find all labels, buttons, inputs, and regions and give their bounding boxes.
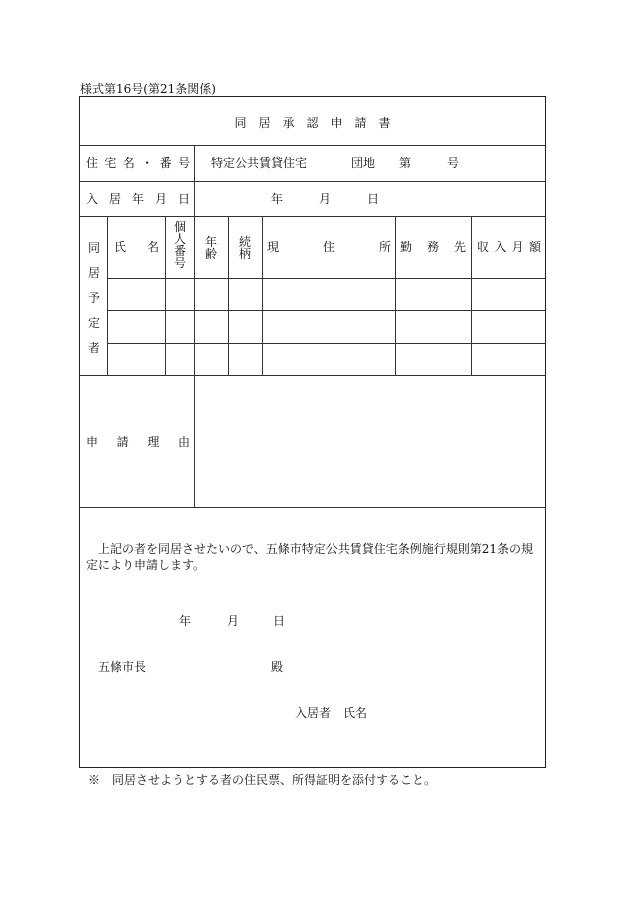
- divider: [228, 216, 229, 375]
- housing-type: 特定公共賃貸住宅: [211, 156, 308, 170]
- reason-label: 申 請 理 由: [86, 435, 190, 449]
- addressee: 五條市長: [98, 660, 147, 674]
- cohabitants-label: 同 居 予 定 者: [87, 241, 100, 355]
- divider: [107, 343, 545, 344]
- divider: [107, 278, 545, 279]
- divider: [194, 145, 195, 216]
- movein-date-label: 入 居 年 月 日: [86, 192, 190, 206]
- address-label: 住 宅 名 ・ 番 号: [86, 156, 190, 170]
- header-age: 年 齢: [204, 235, 217, 261]
- divider: [80, 216, 545, 217]
- divider: [80, 375, 545, 376]
- movein-day: 日: [367, 192, 380, 206]
- header-workplace: 勤 務 先: [400, 240, 466, 254]
- application-statement: 上記の者を同居させたいので、五條市特定公共賃貸住宅条例施行規則第21条の規定により申請します。: [86, 542, 534, 572]
- divider: [107, 216, 108, 375]
- application-form: [79, 96, 546, 768]
- honorific: 殿: [271, 660, 284, 674]
- divider: [80, 507, 545, 508]
- danchi-label: 団地: [351, 156, 376, 170]
- header-name: 氏 名: [114, 240, 159, 254]
- date-month: 月: [227, 614, 240, 628]
- header-income: 収 入 月 額: [477, 240, 541, 254]
- divider: [80, 145, 545, 146]
- number-prefix: 第: [399, 156, 412, 170]
- divider: [80, 181, 545, 182]
- applicant-name-label: 氏名: [343, 706, 368, 720]
- divider: [471, 216, 472, 375]
- divider: [194, 216, 195, 507]
- header-address: 現 住 所: [267, 240, 391, 254]
- header-personal-number: 個 人 番 号: [173, 220, 186, 270]
- applicant-label: 入居者: [295, 706, 332, 720]
- header-relation: 続 柄: [238, 235, 251, 261]
- number-suffix: 号: [447, 156, 460, 170]
- divider: [262, 216, 263, 375]
- divider: [165, 216, 166, 375]
- footnote: ※ 同居させようとする者の住民票、所得証明を添付すること。: [88, 773, 437, 787]
- date-year: 年: [179, 614, 192, 628]
- movein-month: 月: [319, 192, 332, 206]
- form-title: 同 居 承 認 申 請 書: [234, 116, 391, 130]
- date-day: 日: [273, 614, 286, 628]
- divider: [395, 216, 396, 375]
- form-caption: 様式第16号(第21条関係): [80, 82, 216, 96]
- movein-year: 年: [271, 192, 284, 206]
- divider: [107, 310, 545, 311]
